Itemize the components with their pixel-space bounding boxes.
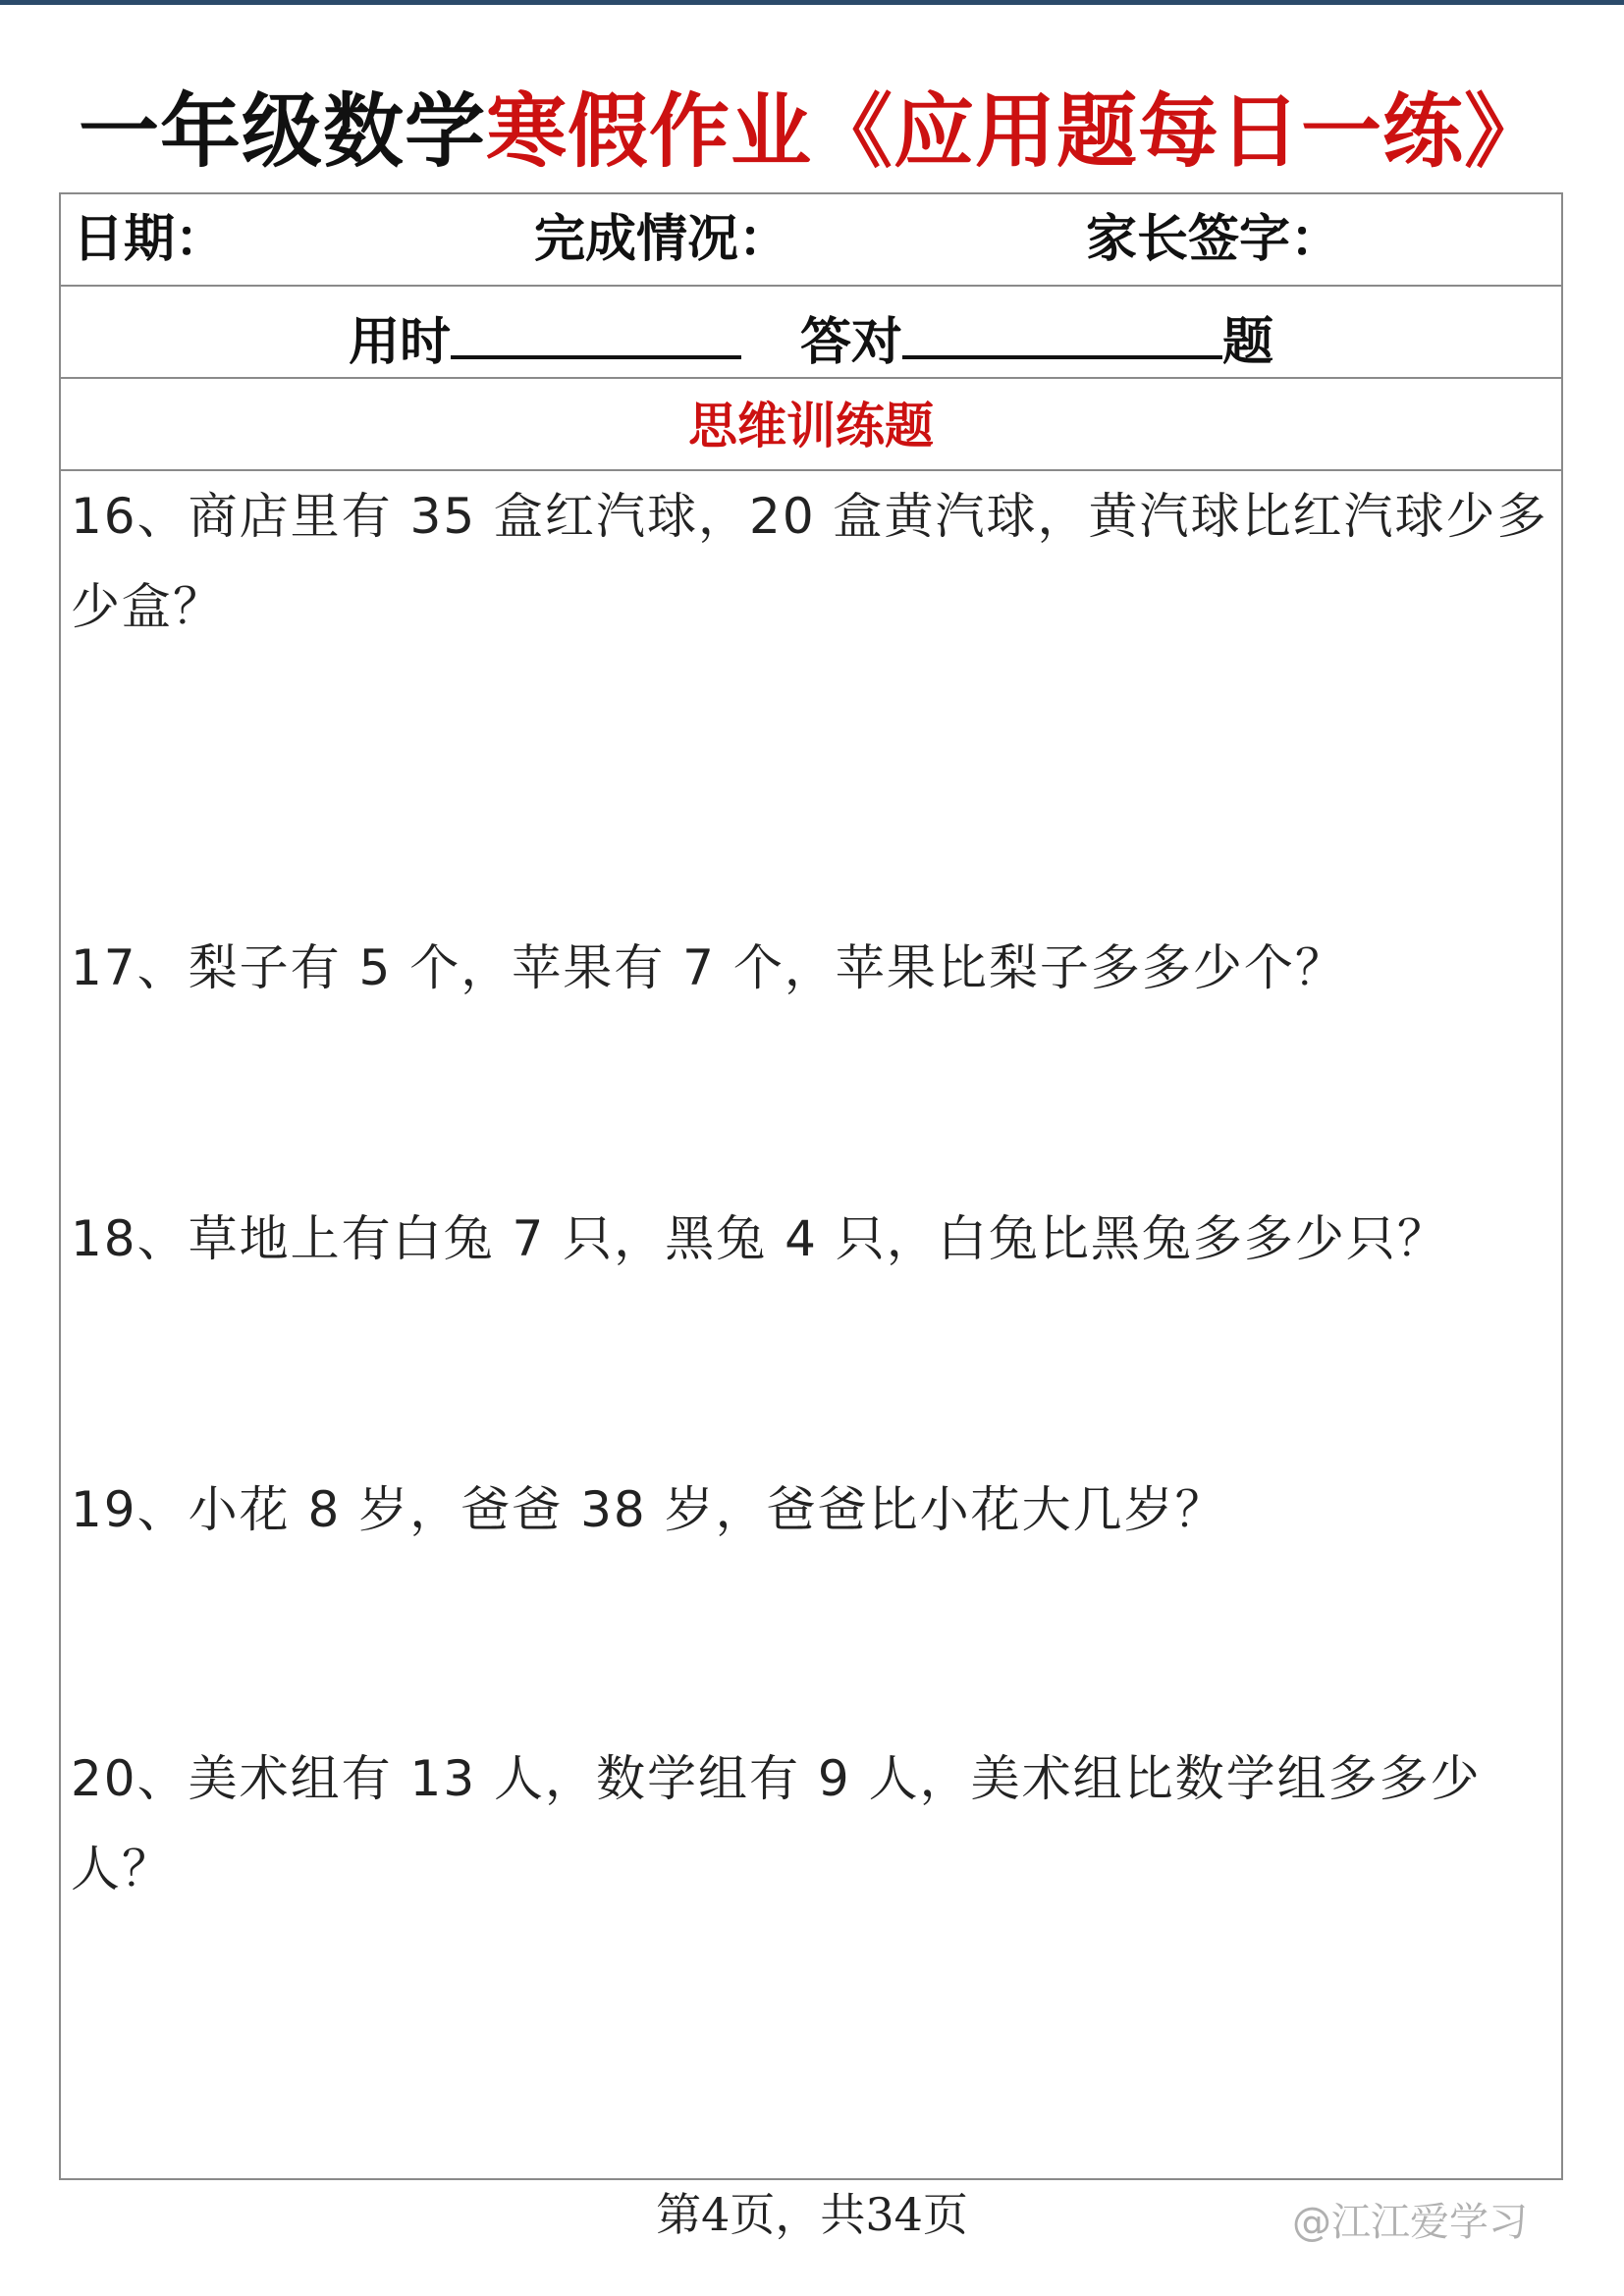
page-number: 第4页，共34页: [656, 2188, 968, 2241]
question-17: 17、梨子有 5 个，苹果有 7 个，苹果比梨子多多少个？: [71, 939, 1346, 996]
title-part-black: 一年级数学: [78, 85, 486, 179]
completion-label: 完成情况：: [534, 210, 790, 269]
top-border-line: [0, 0, 1624, 5]
question-20: 20、美术组有 13 人，数学组有 9 人，美术组比数学组多多少人？: [71, 1750, 1482, 1897]
watermark: @江江爱学习: [1292, 2200, 1528, 2245]
time-used-label: 用时: [348, 313, 451, 372]
date-label: 日期：: [73, 210, 227, 269]
question-16: 16、商店里有 35 盒红汽球，20 盒黄汽球，黄汽球比红汽球少多少盒？: [71, 488, 1548, 635]
score-row: [61, 287, 1561, 379]
correct-count-blank[interactable]: [902, 304, 1222, 359]
question-unit-label: 题: [1222, 313, 1274, 372]
parent-signature-label: 家长签字：: [1086, 210, 1342, 269]
section-title: 思维训练题: [688, 398, 934, 454]
section-row: [61, 379, 1561, 471]
correct-label: 答对: [799, 313, 902, 372]
question-19: 19、小花 8 岁，爸爸 38 岁，爸爸比小花大几岁？: [71, 1481, 1226, 1538]
info-row: [61, 194, 1561, 287]
question-18: 18、草地上有白兔 7 只，黑兔 4 只，白兔比黑兔多多少只？: [71, 1210, 1448, 1267]
page-title: [0, 79, 1624, 187]
time-used-blank[interactable]: [451, 304, 741, 359]
score-line: [61, 304, 1561, 372]
title-part-red: 寒假作业《应用题每日一练》: [486, 85, 1546, 179]
worksheet-table: [59, 192, 1563, 2180]
